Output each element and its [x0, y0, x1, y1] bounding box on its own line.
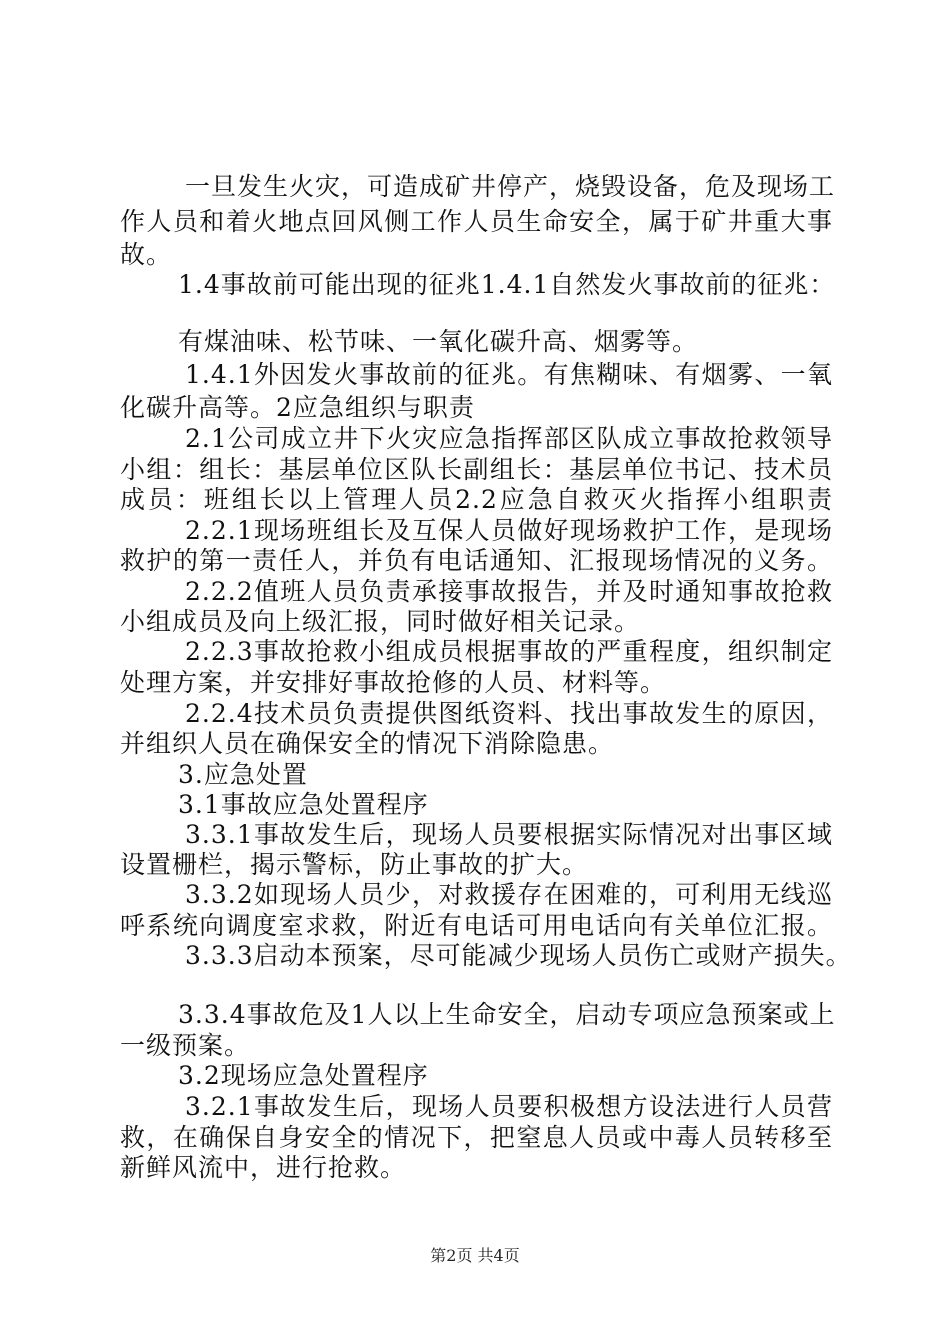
- paragraph-line: 一级预案。: [120, 1031, 251, 1060]
- paragraph-line: 3.2.1事故发生后，现场人员要积极想方设法进行人员营: [185, 1092, 833, 1121]
- section-heading: 3.2现场应急处置程序: [178, 1061, 429, 1090]
- page-number-footer: 第2页 共4页: [430, 1246, 520, 1265]
- paragraph-line: 一旦发生火灾，可造成矿井停产，烧毁设备，危及现场工: [185, 172, 836, 201]
- paragraph-line: 设置栅栏，揭示警标，防止事故的扩大。: [120, 850, 589, 879]
- paragraph-line: 1.4.1外因发火事故前的征兆。有焦糊味、有烟雾、一氧: [185, 360, 833, 389]
- paragraph-line: 化碳升高等。2应急组织与职责: [120, 393, 475, 422]
- paragraph-line: 处理方案，并安排好事故抢修的人员、材料等。: [120, 668, 667, 697]
- paragraph-line: 作人员和着火地点回风侧工作人员生命安全，属于矿井重大事: [120, 207, 833, 236]
- paragraph-line: 2.2.2值班人员负责承接事故报告，并及时通知事故抢救: [185, 577, 833, 606]
- paragraph-line: 3.3.4事故危及1人以上生命安全，启动专项应急预案或上: [178, 1000, 836, 1029]
- paragraph-line: 3.3.2如现场人员少，对救援存在困难的，可利用无线巡: [185, 880, 833, 909]
- paragraph-line: 故。: [120, 240, 173, 269]
- section-heading: 1.4事故前可能出现的征兆1.4.1自然发火事故前的征兆：: [178, 270, 836, 299]
- paragraph-line: 成员：班组长以上管理人员2.2应急自救灭火指挥小组职责: [120, 485, 833, 514]
- paragraph-line: 2.1公司成立井下火灾应急指挥部区队成立事故抢救领导: [185, 424, 833, 453]
- paragraph-line: 3.3.3启动本预案，尽可能减少现场人员伤亡或财产损失。: [185, 941, 852, 970]
- paragraph-line: 新鲜风流中，进行抢救。: [120, 1153, 407, 1182]
- paragraph-line: 呼系统向调度室求救，附近有电话可用电话向有关单位汇报。: [120, 911, 833, 940]
- paragraph-line: 2.2.1现场班组长及互保人员做好现场救护工作，是现场: [185, 516, 833, 545]
- paragraph-line: 救，在确保自身安全的情况下，把窒息人员或中毒人员转移至: [120, 1123, 833, 1152]
- section-heading: 3.1事故应急处置程序: [178, 790, 429, 819]
- paragraph-line: 救护的第一责任人，并负有电话通知、汇报现场情况的义务。: [120, 546, 833, 575]
- paragraph-line: 有煤油味、松节味、一氧化碳升高、烟雾等。: [178, 327, 699, 356]
- paragraph-line: 3.3.1事故发生后，现场人员要根据实际情况对出事区域: [185, 820, 833, 849]
- paragraph-line: 小组：组长：基层单位区队长副组长：基层单位书记、技术员: [120, 455, 833, 484]
- paragraph-line: 2.2.4技术员负责提供图纸资料、找出事故发生的原因，: [185, 699, 833, 728]
- section-heading: 3.应急处置: [178, 760, 308, 789]
- paragraph-line: 并组织人员在确保安全的情况下消除隐患。: [120, 729, 615, 758]
- paragraph-line: 2.2.3事故抢救小组成员根据事故的严重程度，组织制定: [185, 637, 833, 666]
- paragraph-line: 小组成员及向上级汇报，同时做好相关记录。: [120, 607, 641, 636]
